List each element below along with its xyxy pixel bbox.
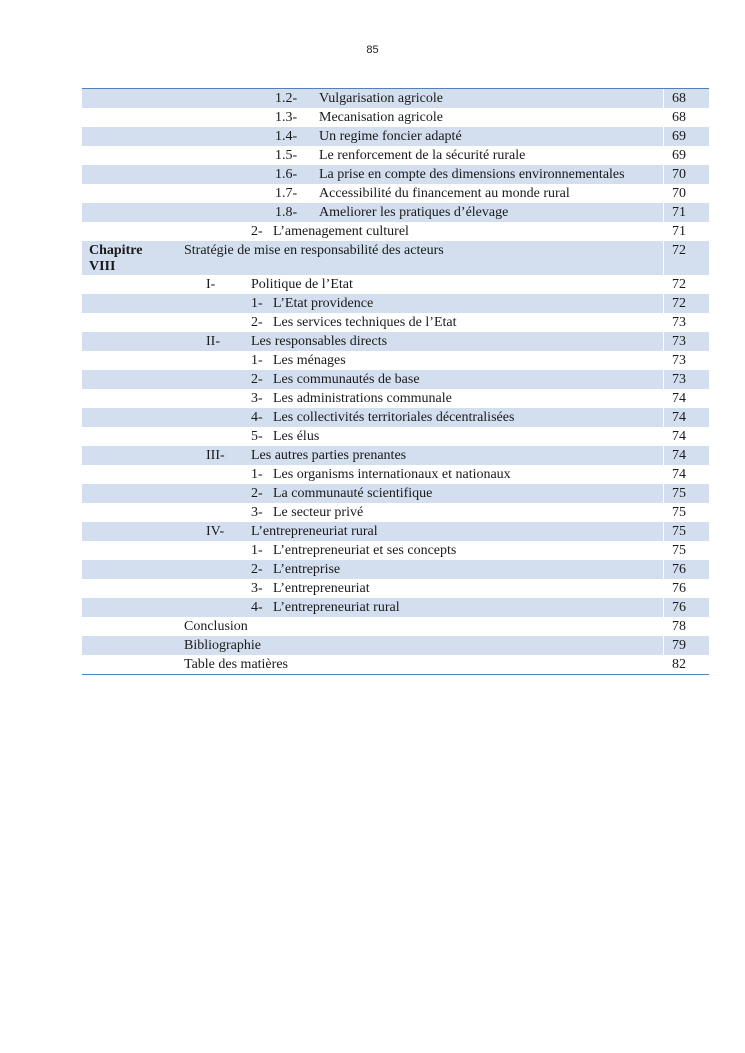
toc-row[interactable] — [82, 598, 709, 617]
toc-row-page: 76 — [672, 581, 686, 596]
toc-row[interactable] — [82, 146, 709, 165]
toc-row[interactable] — [82, 184, 709, 203]
toc-row-page: 71 — [672, 205, 686, 220]
toc-row[interactable] — [82, 127, 709, 146]
toc-row-label: L’entrepreneuriat rural — [273, 600, 400, 615]
toc-row-label: Les communautés de base — [273, 372, 420, 387]
toc-row-label: L’entrepreneuriat et ses concepts — [273, 543, 457, 558]
toc-row-label: Les élus — [273, 429, 320, 444]
toc-row-page: 75 — [672, 524, 686, 539]
toc-row-label: Conclusion — [184, 619, 248, 634]
toc-row-label: Table des matières — [184, 657, 288, 672]
toc-row[interactable] — [82, 522, 709, 541]
toc-row-label: Accessibilité du financement au monde rural — [319, 186, 570, 201]
toc-row-number: 3- — [251, 505, 263, 520]
toc-row-page: 74 — [672, 391, 686, 406]
toc-row-label: Stratégie de mise en responsabilité des acteurs — [184, 243, 444, 258]
toc-row-number: 1.2- — [275, 91, 298, 106]
toc-row-number: 1- — [251, 353, 263, 368]
toc-row-page: 68 — [672, 110, 686, 125]
toc-row-number: 2- — [251, 224, 263, 239]
toc-row[interactable] — [82, 222, 709, 241]
toc-row-page: 79 — [672, 638, 686, 653]
toc-row-label: Les services techniques de l’Etat — [273, 315, 457, 330]
toc-row[interactable] — [82, 203, 709, 222]
toc-row-label: L’entrepreneuriat rural — [251, 524, 378, 539]
toc-row-number: 1.4- — [275, 129, 298, 144]
toc-row-label: Les ménages — [273, 353, 346, 368]
toc-row-page: 75 — [672, 486, 686, 501]
toc-row-page: 71 — [672, 224, 686, 239]
toc-row-number: 2- — [251, 562, 263, 577]
toc-row-number: 1.5- — [275, 148, 298, 163]
toc-row-number: 4- — [251, 410, 263, 425]
table-of-contents — [82, 88, 709, 675]
toc-row-page: 72 — [672, 243, 686, 258]
toc-row-page: 75 — [672, 543, 686, 558]
toc-row-page: 76 — [672, 562, 686, 577]
toc-row-label: Mecanisation agricole — [319, 110, 444, 125]
toc-row[interactable] — [82, 294, 709, 313]
toc-row-label: Les organisms internationaux et nationaux — [273, 467, 511, 482]
toc-row-number: 5- — [251, 429, 263, 444]
toc-row-label: La prise en compte des dimensions environnementales — [319, 167, 625, 182]
toc-row-number: 1.7- — [275, 186, 298, 201]
toc-row-label: Les responsables directs — [251, 334, 388, 349]
toc-row-number: 2- — [251, 486, 263, 501]
toc-row-label: La communauté scientifique — [273, 486, 433, 501]
toc-row-number: 2- — [251, 372, 263, 387]
toc-row-number: III- — [206, 448, 225, 463]
toc-row-page: 73 — [672, 315, 686, 330]
toc-row[interactable] — [82, 503, 709, 522]
toc-row-page: 74 — [672, 410, 686, 425]
toc-row[interactable] — [82, 427, 709, 446]
toc-row-label: Bibliographie — [184, 638, 261, 653]
toc-row-page: 73 — [672, 372, 686, 387]
toc-row-page: 70 — [672, 186, 686, 201]
toc-row-page: 82 — [672, 657, 686, 672]
toc-row-label: Politique de l’Etat — [251, 277, 353, 292]
toc-row-number: 4- — [251, 600, 263, 615]
toc-row[interactable] — [82, 446, 709, 465]
toc-row[interactable] — [82, 541, 709, 560]
toc-row-label: Vulgarisation agricole — [319, 91, 443, 106]
toc-row[interactable] — [82, 332, 709, 351]
toc-row-label: L’entreprise — [273, 562, 341, 577]
toc-row-page: 73 — [672, 353, 686, 368]
toc-row-label: Le renforcement de la sécurité rurale — [319, 148, 526, 163]
toc-row[interactable] — [82, 560, 709, 579]
toc-row-page: 72 — [672, 296, 686, 311]
toc-row[interactable] — [82, 579, 709, 598]
toc-row-number: 1.3- — [275, 110, 298, 125]
toc-chapter-row[interactable] — [82, 241, 709, 275]
toc-row-number: 1- — [251, 467, 263, 482]
toc-row[interactable] — [82, 313, 709, 332]
toc-row-label: L’amenagement culturel — [273, 224, 409, 239]
toc-row[interactable] — [82, 484, 709, 503]
toc-row[interactable] — [82, 655, 709, 674]
toc-row-page: 74 — [672, 448, 686, 463]
toc-row-page: 69 — [672, 148, 686, 163]
toc-row-label: Les administrations communale — [273, 391, 452, 406]
toc-row-label: Un regime foncier adapté — [319, 129, 462, 144]
toc-row-number: 1- — [251, 296, 263, 311]
toc-row-page: 74 — [672, 429, 686, 444]
page-number: 85 — [366, 44, 379, 56]
toc-row-number: 1.6- — [275, 167, 298, 182]
toc-row[interactable] — [82, 370, 709, 389]
toc-row-number: IV- — [206, 524, 225, 539]
toc-row[interactable] — [82, 389, 709, 408]
toc-row-label: Les collectivités territoriales décentralisées — [273, 410, 515, 425]
toc-row[interactable] — [82, 408, 709, 427]
toc-row[interactable] — [82, 275, 709, 294]
toc-row[interactable] — [82, 89, 709, 108]
toc-row-label: Ameliorer les pratiques d’élevage — [319, 205, 509, 220]
toc-row[interactable] — [82, 465, 709, 484]
toc-row-label: L’entrepreneuriat — [273, 581, 370, 596]
toc-row-page: 72 — [672, 277, 686, 292]
toc-row-page: 69 — [672, 129, 686, 144]
toc-row-label: Les autres parties prenantes — [251, 448, 407, 463]
toc-row-page: 78 — [672, 619, 686, 634]
toc-row-number: I- — [206, 277, 216, 292]
toc-row-number: II- — [206, 334, 220, 349]
toc-row-page: 75 — [672, 505, 686, 520]
toc-row-number: 1- — [251, 543, 263, 558]
toc-row-page: 74 — [672, 467, 686, 482]
toc-row-page: 73 — [672, 334, 686, 349]
toc-row[interactable] — [82, 351, 709, 370]
toc-row-number: 3- — [251, 391, 263, 406]
toc-row[interactable] — [82, 165, 709, 184]
toc-row-page: 76 — [672, 600, 686, 615]
toc-row-number: 2- — [251, 315, 263, 330]
toc-row-label: L’Etat providence — [273, 296, 374, 311]
toc-row-label: Le secteur privé — [273, 505, 364, 520]
toc-row-page: 68 — [672, 91, 686, 106]
chapter-heading: Chapitre VIII — [89, 243, 143, 274]
toc-row[interactable] — [82, 617, 709, 636]
toc-row[interactable] — [82, 108, 709, 127]
toc-row[interactable] — [82, 636, 709, 655]
toc-row-page: 70 — [672, 167, 686, 182]
toc-row-number: 3- — [251, 581, 263, 596]
toc-row-number: 1.8- — [275, 205, 298, 220]
